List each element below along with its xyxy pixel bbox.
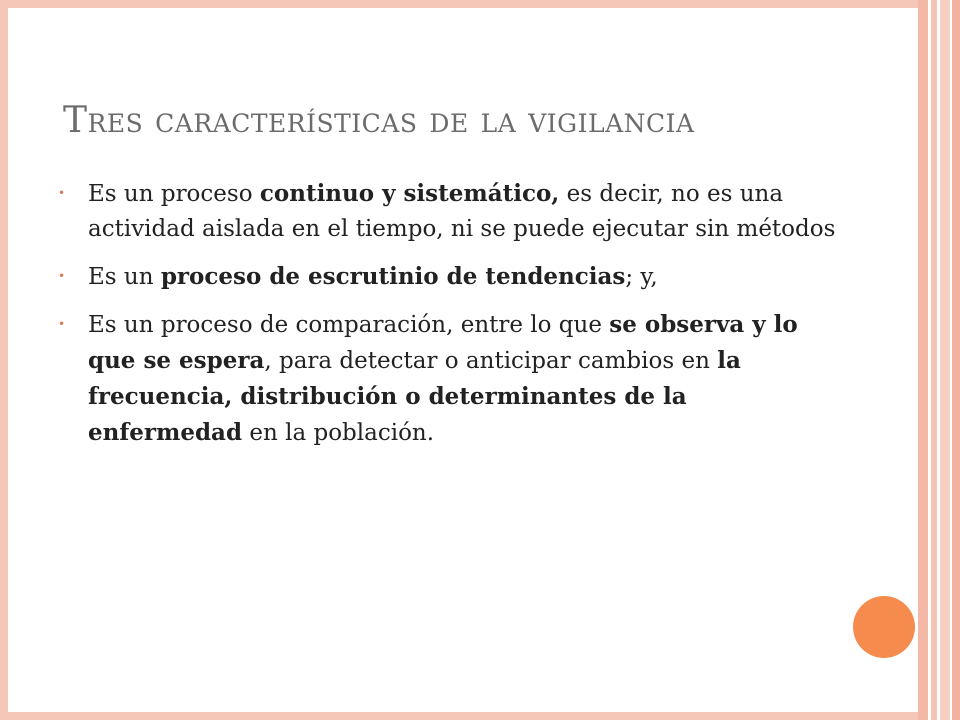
accent-circle bbox=[853, 596, 915, 658]
bullet-bold-text: la frecuencia, distribución o determinantes de la enfermedad bbox=[88, 347, 741, 446]
right-decorative-stripes bbox=[918, 0, 960, 720]
bullet-bold-text: proceso de escrutinio de tendencias bbox=[160, 263, 626, 290]
bullet-dot-icon: • bbox=[58, 186, 66, 200]
bullet-text: es decir, no es una actividad aislada en el tiempo, ni se puede ejecutar sin métodos bbox=[88, 181, 836, 242]
frame-top-border bbox=[0, 0, 918, 8]
bullet-text: Es un bbox=[88, 264, 161, 290]
bullet-text: Es un proceso de comparación, entre lo que bbox=[88, 312, 610, 338]
frame-bottom-border bbox=[0, 712, 918, 720]
stripe bbox=[952, 0, 960, 720]
bullet-text: en la población. bbox=[242, 420, 435, 446]
bullet-dot-icon: • bbox=[58, 317, 66, 331]
bullet-item bbox=[58, 307, 838, 451]
bullet-list bbox=[58, 176, 838, 463]
frame-left-border bbox=[0, 0, 8, 720]
bullet-text: , para detectar o anticipar cambios en bbox=[264, 348, 718, 374]
bullet-dot-icon: • bbox=[58, 269, 66, 283]
bullet-bold-text: se observa y lo que se espera bbox=[88, 311, 798, 374]
bullet-item bbox=[58, 259, 838, 295]
slide-title: Tres características de la vigilancia bbox=[63, 100, 695, 141]
bullet-text: ; y, bbox=[625, 264, 658, 290]
stripe bbox=[918, 0, 928, 720]
bullet-item bbox=[58, 176, 838, 247]
bullet-bold-text: continuo y sistemático, bbox=[259, 180, 560, 207]
stripe bbox=[940, 0, 950, 720]
bullet-text: Es un proceso bbox=[88, 181, 260, 207]
